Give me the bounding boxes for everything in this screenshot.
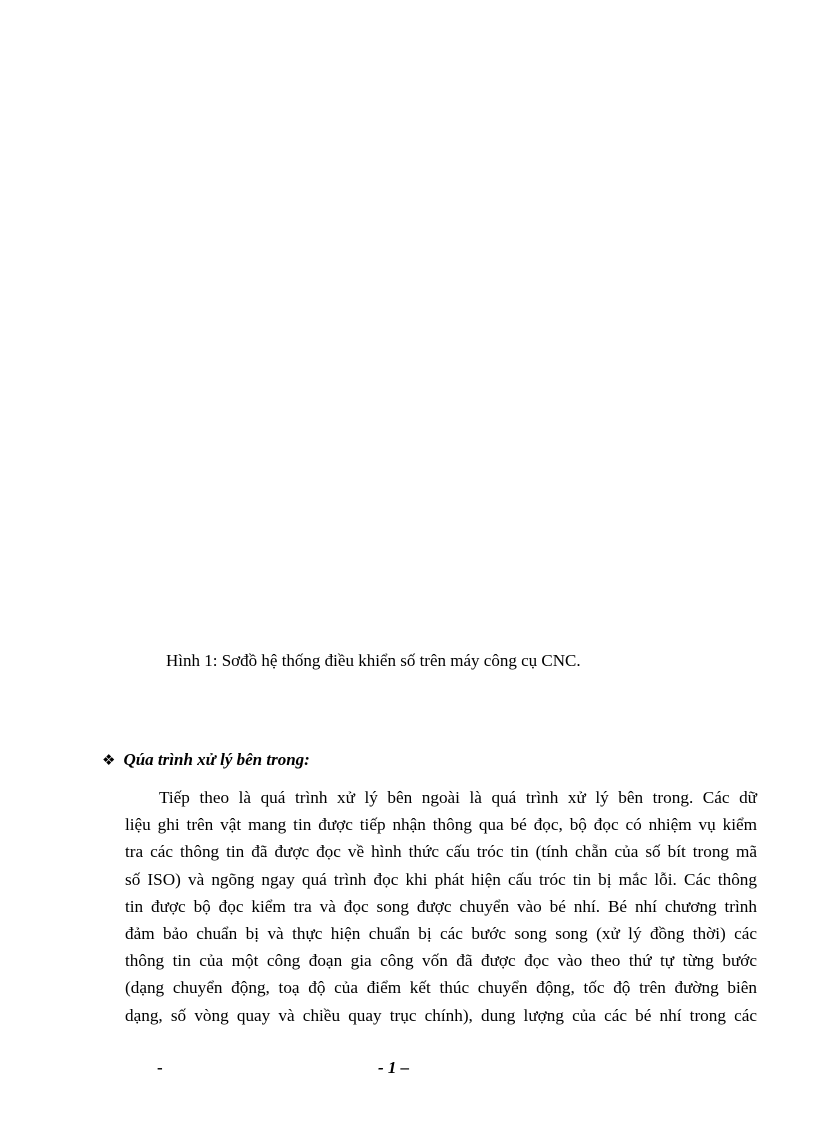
paragraph-line: dạng, số vòng quay và chiều quay trục chính), dung lượng của các bé nhí trong các: [125, 1005, 757, 1025]
paragraph-line: thông tin của một công đoạn gia công vốn đã được đọc vào theo thứ tự từng bước: [125, 951, 757, 971]
paragraph-line: số ISO) và ngõng ngay quá trình đọc khi phát hiện cấu tróc tin bị mắc lỗi. Các thông: [125, 869, 757, 889]
paragraph-line: đảm bảo chuẩn bị và thực hiện chuẩn bị các bước song song (xử lý đồng thời) các: [125, 924, 757, 944]
figure-caption: Hình 1: Sơđồ hệ thống điều khiển số trên máy công cụ CNC.: [166, 651, 581, 670]
figure-placeholder: [105, 30, 755, 630]
section-heading: [102, 750, 310, 770]
footer-left-mark: -: [157, 1058, 163, 1077]
page-number: - 1 –: [378, 1058, 410, 1077]
diamond-bullet-icon: ❖: [102, 751, 116, 769]
paragraph-line: (dạng chuyển động, toạ độ của điểm kết thúc chuyển động, tốc độ trên đường biên: [125, 978, 757, 998]
paragraph-line: Tiếp theo là quá trình xử lý bên ngoài là quá trình xử lý bên trong. Các dữ: [159, 788, 757, 807]
paragraph-line: liệu ghi trên vật mang tin được tiếp nhận thông qua bé đọc, bộ đọc có nhiệm vụ kiểm: [125, 815, 757, 835]
body-paragraph: [125, 784, 757, 1029]
paragraph-line: tin được bộ đọc kiểm tra và đọc song được chuyển vào bé nhí. Bé nhí chương trình: [125, 896, 757, 916]
paragraph-line: tra các thông tin đã được đọc về hình thức cấu tróc tin (tính chẵn của số bít trong mã: [125, 842, 757, 862]
section-heading-text: Qúa trình xử lý bên trong:: [123, 750, 310, 769]
